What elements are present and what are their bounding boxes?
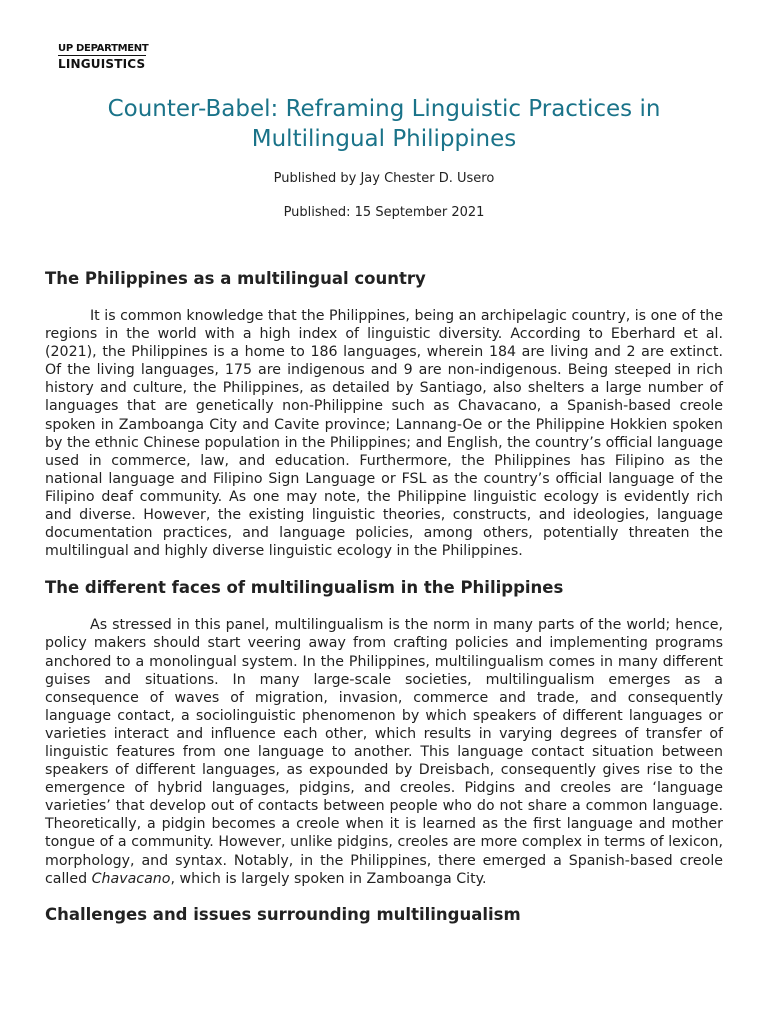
section-paragraph-faces-of-multilingualism	[45, 616, 723, 887]
logo-line-department: UP DEPARTMENT	[58, 43, 149, 54]
section-paragraph-multilingual-country: It is common knowledge that the Philippines, being an archipelagic country, is one of the regions in the world with a high index of linguistic diversity. According to Eberhard et al. (2021), the Philippines is a home to 186 languages, wherein 184 are living and 2 are extinct. Of the living languages, 175 are indigenous and 9 are non-indigenous. Being steeped in rich history and culture, the Philippines, as detailed by Santiago, also shelters a large number of languages that are genetically non-Philippine such as Chavacano, a Spanish-based creole spoken in Zamboanga City and Cavite province; Lannang-Oe or the Philippine Hokkien spoken by the ethnic Chinese population in the Philippines; and English, the country’s official language used in commerce, law, and education. Furthermore, the Philippines has Filipino as the national language and Filipino Sign Language or FSL as the country’s official language of the Filipino deaf community. As one may note, the Philippine linguistic ecology is evidently rich and diverse. However, the existing linguistic theories, constructs, and ideologies, language documentation practices, and language policies, among others, potentially threaten the multilingual and highly diverse linguistic ecology in the Philippines.	[45, 308, 723, 560]
page-title: Counter-Babel: Reframing Linguistic Practices in Multilingual Philippines	[107, 96, 661, 152]
logo-line-linguistics: LINGUISTICS	[58, 57, 146, 71]
publish-date: Published: 15 September 2021	[283, 205, 485, 220]
author-line: Published by Jay Chester D. Usero	[273, 171, 495, 186]
department-logo	[58, 44, 150, 70]
section-heading-faces-of-multilingualism: The different faces of multilingualism in the Philippines	[45, 578, 564, 598]
section-heading-multilingual-country: The Philippines as a multilingual country	[45, 269, 426, 288]
chavacano-term: Chavacano	[91, 870, 171, 887]
paragraph-text-end: , which is largely spoken in Zamboanga City.	[170, 870, 487, 887]
section-heading-challenges: Challenges and issues surrounding multilingualism	[45, 904, 521, 924]
article-body	[45, 268, 723, 926]
paragraph-text: As stressed in this panel, multilingualism is the norm in many parts of the world; hence, policy makers should start veering away from crafting policies and implementing programs anchored to a monolingual system. In the Philippines, multilingualism comes in many different guises and situations. In many large-scale societies, multilingualism emerges as a consequence of waves of migration, invasion, commerce and trade, and consequently language contact, a sociolinguistic phenomenon by which speakers of different languages or varieties interact and influence each other, which results in varying degrees of transfer of linguistic features from one language to another. This language contact situation between speakers of different languages, as expounded by Dreisbach, consequently gives rise to the emergence of hybrid languages, pidgins, and creoles. Pidgins and creoles are ‘language varieties’ that develop out of contacts between people who do not share a common language. Theoretically, a pidgin becomes a creole when it is learned as the first language and mother tongue of a community. However, unlike pidgins, creoles are more complex in terms of lexicon, morphology, and syntax. Notably, in the Philippines, there emerged a Spanish-based creole called	[45, 617, 723, 887]
